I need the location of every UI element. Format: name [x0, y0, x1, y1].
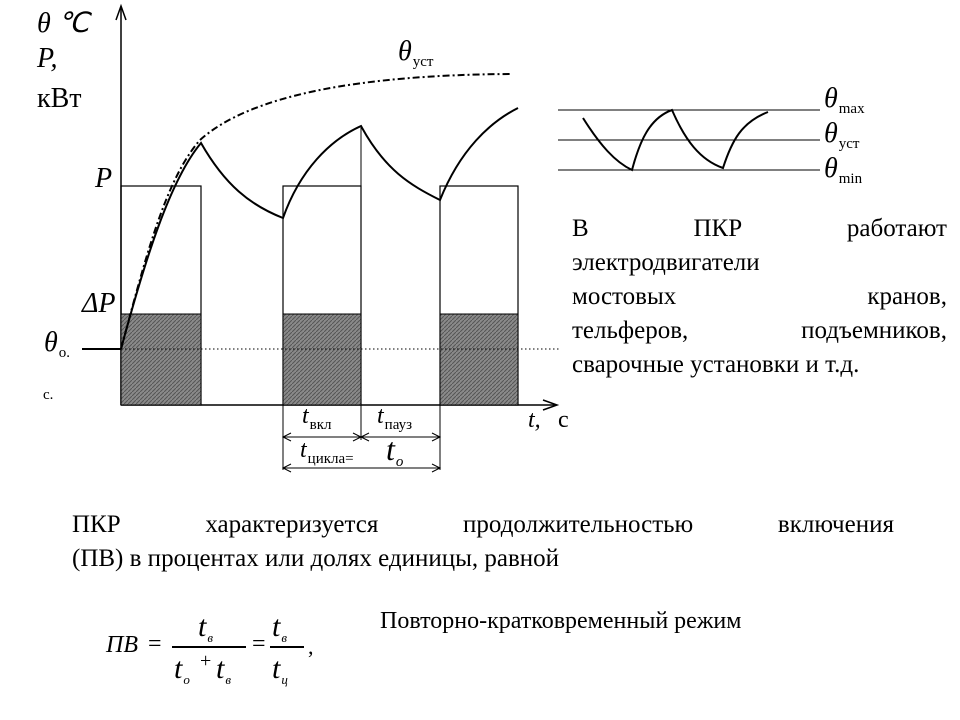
fraction-2-den-t: t [272, 652, 281, 685]
x-axis-unit: с [558, 407, 569, 433]
x-axis-symbol: t, [528, 407, 541, 433]
fraction-1-den-a-t: t [174, 652, 183, 685]
side-line-4: тельферов, подъемников, [572, 317, 947, 344]
t-o-label [386, 431, 403, 471]
fraction-1-num [198, 610, 213, 646]
inset-theta-ust [824, 118, 859, 153]
p-label: P [95, 163, 113, 194]
fraction-2-num-t: t [272, 610, 281, 643]
side-paragraph [572, 212, 947, 382]
formula-comma: , [308, 634, 314, 659]
body-line-2: (ПВ) в процентах или долях единицы, равной [72, 545, 560, 572]
theta-ust-label [398, 36, 433, 71]
loss-area-2 [283, 314, 361, 405]
theta-ust-sub: уст [412, 54, 434, 70]
y-axis-unit: кВт [37, 83, 82, 114]
fraction-1-den-b-t: t [216, 652, 225, 685]
x-axis-label [528, 407, 541, 434]
y-axis-label-1: θ ℃ [37, 8, 90, 39]
y-axis-label-2: P, [37, 43, 58, 74]
t-on-label [302, 403, 332, 434]
fraction-1-den-b-sub: в [225, 672, 231, 687]
inset-theta-ust-symbol: θ [824, 118, 838, 149]
t-pause-sub: пауз [384, 417, 413, 433]
t-pause-symbol: t [377, 403, 384, 429]
inset-theta-max-symbol: θ [824, 83, 838, 114]
fraction-1-den-a-sub: о [183, 672, 190, 687]
fraction-2-num [272, 610, 287, 646]
side-line-1: В ПКР работают [572, 215, 947, 242]
t-cycle-sub: цикла= [307, 451, 354, 467]
formula-eq-2: = [252, 631, 266, 657]
formula-eq-1: = [148, 631, 162, 657]
theta0-label [44, 327, 70, 362]
inset-theta-min [824, 153, 862, 188]
fraction-1-den-b [216, 652, 231, 688]
t-o-sub: o [395, 454, 404, 470]
fraction-1-bar [172, 646, 246, 648]
side-line-3: мостовых кранов, [572, 283, 947, 310]
t-cycle-symbol: t [300, 437, 307, 463]
steady-state-curve [121, 74, 510, 349]
fraction-2 [268, 608, 308, 698]
dp-label: ΔP [82, 288, 116, 319]
inset-theta-max [824, 83, 865, 118]
temperature-curve [121, 108, 518, 349]
inset-theta-ust-sub: уст [838, 136, 860, 152]
t-on-sub: вкл [309, 417, 332, 433]
body-line-1: ПКР характеризуется продолжительностью включения [72, 511, 894, 538]
formula-lhs: ПВ [106, 632, 138, 658]
t-cycle-label [300, 437, 354, 468]
fraction-2-num-sub: в [281, 630, 287, 645]
fraction-2-den [272, 652, 288, 688]
side-line-5: сварочные установки и т.д. [572, 351, 860, 378]
fraction-1-den-a [174, 652, 190, 688]
inset-theta-min-sub: min [838, 171, 863, 187]
inset-theta-max-sub: max [838, 101, 865, 117]
fraction-2-den-sub: ц [281, 672, 288, 687]
t-pause-label [377, 403, 412, 434]
loss-area-1 [121, 314, 201, 405]
fraction-1 [168, 608, 248, 698]
t-on-symbol: t [302, 403, 309, 429]
body-paragraph [72, 508, 894, 576]
t-o-symbol: t [386, 431, 395, 467]
theta0-sub-2: с. [43, 387, 54, 403]
theta-ust-symbol: θ [398, 36, 412, 67]
theta0-symbol: θ [44, 327, 58, 358]
fraction-1-num-sub: в [207, 630, 213, 645]
theta0-sub: о. [58, 345, 71, 361]
loss-area-3 [440, 314, 518, 405]
pv-formula [100, 608, 330, 708]
page-title: Повторно-кратковременный режим [380, 608, 742, 634]
fraction-2-bar [270, 646, 304, 648]
fraction-1-num-t: t [198, 610, 207, 643]
side-line-2: электродвигатели [572, 249, 760, 276]
fraction-1-plus: + [200, 650, 212, 672]
inset-theta-min-symbol: θ [824, 153, 838, 184]
